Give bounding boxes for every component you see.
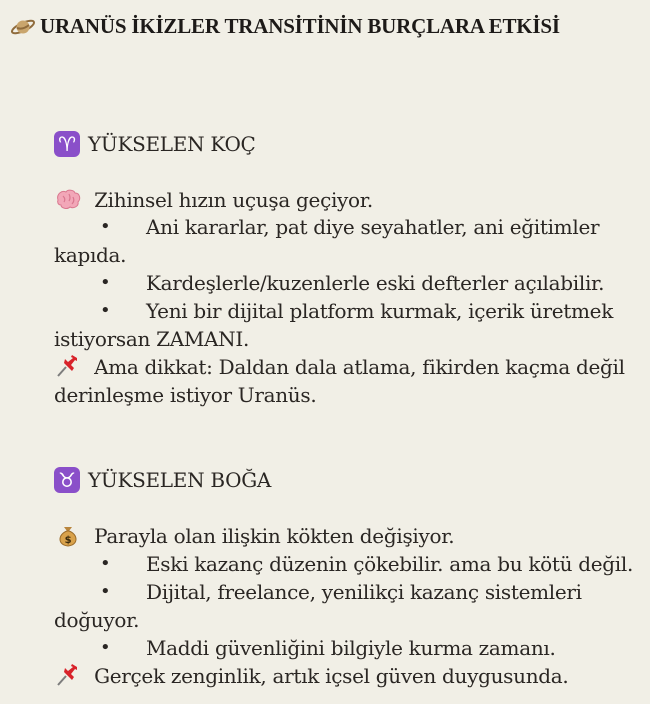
note-text: Ama dikkat: Daldan dala atlama, fikirden kaçma değil xyxy=(94,355,625,379)
bullet-marker: • xyxy=(100,300,111,321)
list-item: Eski kazanç düzenin çökebilir. ama bu kötü değil. xyxy=(146,552,634,576)
section-intro xyxy=(54,186,373,214)
svg-text:$: $ xyxy=(64,535,72,546)
section-heading-taurus xyxy=(54,466,271,494)
page-title xyxy=(10,14,650,39)
note-continuation: derinleşme istiyor Uranüs. xyxy=(54,383,317,407)
note xyxy=(54,662,569,690)
list-item-continuation: kapıda. xyxy=(54,243,127,267)
aries-sign-icon: ♈ xyxy=(54,131,80,157)
money-bag-icon xyxy=(54,523,82,547)
brain-icon xyxy=(54,187,82,211)
bullet-marker: • xyxy=(100,272,111,293)
list-item: Dijital, freelance, yenilikçi kazanç sistemleri xyxy=(146,580,582,604)
section-intro xyxy=(54,522,454,550)
ringed-planet-icon xyxy=(10,16,36,38)
list-item-continuation: doğuyor. xyxy=(54,608,140,632)
list-item: Ani kararlar, pat diye seyahatler, ani eğitimler xyxy=(146,215,600,239)
section-heading-text: YÜKSELEN BOĞA xyxy=(88,468,272,492)
list-item-continuation: istiyorsan ZAMANI. xyxy=(54,327,250,351)
bullet-marker: • xyxy=(100,553,111,574)
section-heading-aries xyxy=(54,130,256,158)
list-item: Kardeşlerle/kuzenlerle eski defterler açılabilir. xyxy=(146,271,605,295)
note-text: Gerçek zenginlik, artık içsel güven duygusunda. xyxy=(94,664,569,688)
title-text: URANÜS İKİZLER TRANSİTİNİN BURÇLARA ETKİSİ xyxy=(40,14,560,38)
intro-text: Zihinsel hızın uçuşa geçiyor. xyxy=(94,188,373,212)
bullet-marker: • xyxy=(100,637,111,658)
section-heading-text: YÜKSELEN KOÇ xyxy=(88,132,256,156)
note xyxy=(54,353,625,381)
pushpin-icon xyxy=(54,354,82,378)
bullet-marker: • xyxy=(100,216,111,237)
bullet-marker: • xyxy=(100,581,111,602)
list-item: Maddi güvenliğini bilgiyle kurma zamanı. xyxy=(146,636,556,660)
pushpin-icon xyxy=(54,663,82,687)
intro-text: Parayla olan ilişkin kökten değişiyor. xyxy=(94,524,455,548)
list-item: Yeni bir dijital platform kurmak, içerik üretmek xyxy=(146,299,614,323)
taurus-sign-icon: ♉ xyxy=(54,467,80,493)
